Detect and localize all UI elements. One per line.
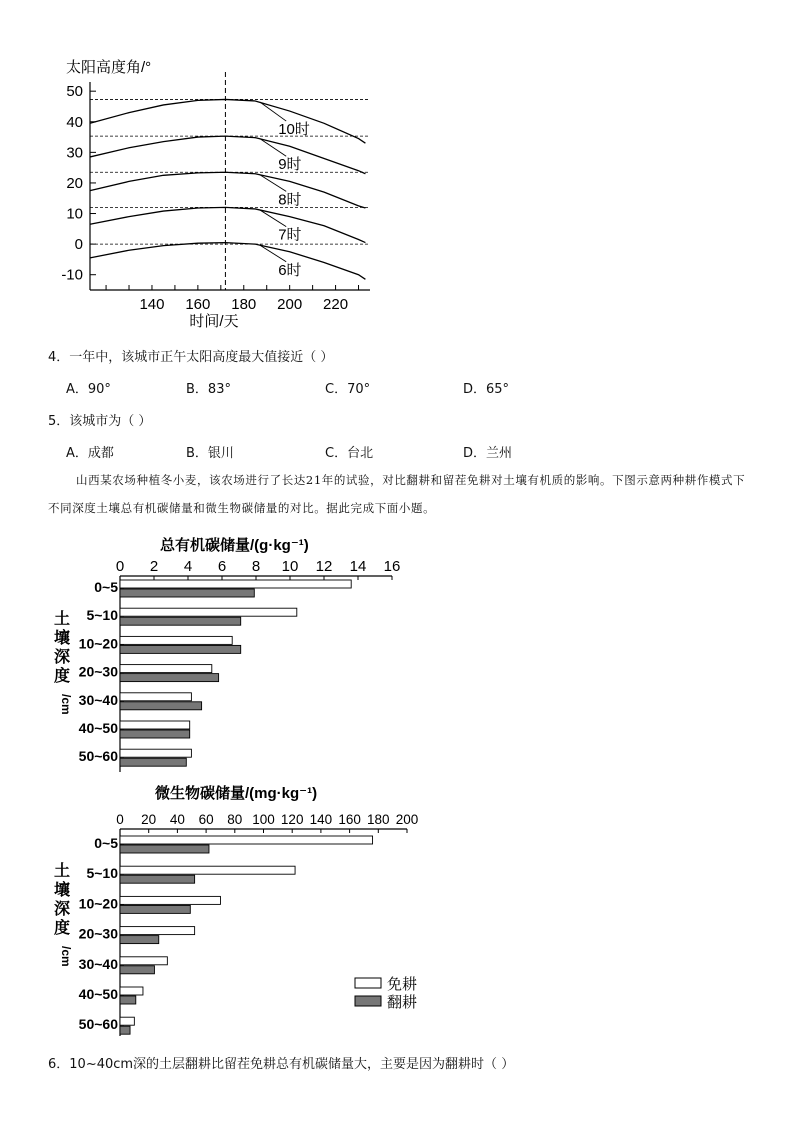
y-tick-label: 40 <box>66 113 83 131</box>
bar-tillage <box>120 875 195 883</box>
microbial-carbon-chart <box>40 776 440 1038</box>
legend-swatch-no-till <box>355 978 381 988</box>
total-organic-carbon-chart <box>40 528 420 774</box>
bar-tillage <box>120 996 136 1004</box>
q5-option-b: B．银川 <box>186 446 234 461</box>
category-label: 30~40 <box>78 955 118 972</box>
y-axis-title-char: 土 <box>53 611 71 628</box>
series-line-4 <box>90 243 365 280</box>
x-tick-label: 160 <box>185 296 211 313</box>
series-label: 9时 <box>278 156 302 174</box>
series-leader-line <box>260 102 286 121</box>
legend-swatch-tillage <box>355 996 381 1006</box>
category-label: 30~40 <box>78 691 118 708</box>
question-6: 6．10~40cm深的土层翻耕比留茬免耕总有机碳储量大，主要是因为翻耕时（ ） <box>48 1057 515 1072</box>
x-tick-label: 220 <box>323 296 349 313</box>
x-tick-label: 4 <box>183 558 193 575</box>
bar-no-till <box>120 866 295 874</box>
y-axis-title-char: 深 <box>53 649 71 666</box>
x-tick-label: 60 <box>198 812 214 827</box>
y-axis-title-unit: /cm <box>59 946 73 967</box>
category-label: 20~30 <box>78 663 118 680</box>
bar-no-till <box>120 1017 134 1025</box>
bar-tillage <box>120 702 202 710</box>
x-tick-label: 180 <box>367 812 390 827</box>
series-line-3 <box>90 207 365 242</box>
bar-tillage <box>120 730 190 738</box>
x-tick-label: 20 <box>141 812 157 827</box>
legend-label-no-till: 免耕 <box>387 976 418 993</box>
bar-no-till <box>120 693 191 701</box>
x-axis-title: 时间/天 <box>189 313 239 330</box>
y-axis-title-char: 壤 <box>53 882 71 899</box>
y-axis-title-unit: /cm <box>59 694 73 715</box>
category-label: 40~50 <box>78 986 118 1002</box>
y-axis-title-char: 壤 <box>53 630 71 647</box>
bar-no-till <box>120 665 212 673</box>
category-label: 5~10 <box>86 865 118 882</box>
x-tick-label: 40 <box>169 812 185 827</box>
reading-passage: 山西某农场种植冬小麦，该农场进行了长达21年的试验，对比翻耕和留茬免耕对土壤有机质的影响。下图示意两种耕作模式下不同深度土壤总有机碳储量和微生物碳储量的对比。据此完成下面小题。 <box>48 473 746 515</box>
x-tick-label: 120 <box>280 812 304 827</box>
bar-no-till <box>120 721 190 729</box>
q5-option-c: C．台北 <box>325 446 374 461</box>
series-line-1 <box>90 136 365 174</box>
bar-no-till <box>120 608 297 616</box>
bar-tillage <box>120 936 159 944</box>
x-tick-label: 16 <box>383 558 401 575</box>
y-axis-title-char: 度 <box>53 668 71 685</box>
bar-no-till <box>120 580 351 588</box>
y-axis-title-char: 土 <box>53 863 71 880</box>
x-tick-label: 2 <box>149 558 159 575</box>
x-tick-label: 200 <box>277 296 303 313</box>
category-label: 0~5 <box>94 579 118 595</box>
solar-altitude-chart <box>40 50 400 335</box>
chart-title: 总有机碳储量/(g·kg⁻¹) <box>160 537 309 554</box>
bar-tillage <box>120 845 209 853</box>
q5-option-d: D．兰州 <box>463 446 513 461</box>
bar-no-till <box>120 927 195 935</box>
series-label: 8时 <box>278 191 302 209</box>
bar-tillage <box>120 674 219 682</box>
series-leader-line <box>260 139 286 157</box>
bar-no-till <box>120 896 220 904</box>
x-tick-label: 80 <box>227 812 243 827</box>
series-line-2 <box>90 172 365 208</box>
category-label: 10~20 <box>78 635 118 652</box>
category-label: 50~60 <box>78 748 118 765</box>
y-tick-label: -10 <box>61 266 83 284</box>
x-tick-label: 14 <box>349 558 367 575</box>
q5-option-a: A．成都 <box>66 446 114 461</box>
series-label: 7时 <box>278 226 302 244</box>
bar-tillage <box>120 645 241 653</box>
bar-no-till <box>120 987 143 995</box>
chart-title: 微生物碳储量/(mg·kg⁻¹) <box>155 785 318 802</box>
x-tick-label: 200 <box>395 812 419 827</box>
series-label: 10时 <box>278 121 310 139</box>
bar-tillage <box>120 905 190 913</box>
category-label: 0~5 <box>94 835 118 851</box>
x-tick-label: 0 <box>116 812 124 827</box>
bar-tillage <box>120 1026 130 1034</box>
category-label: 40~50 <box>78 720 118 736</box>
bar-no-till <box>120 749 191 757</box>
x-tick-label: 8 <box>251 558 261 575</box>
bar-no-till <box>120 836 373 844</box>
y-tick-label: 30 <box>66 144 83 162</box>
q4-option-c: C．70° <box>325 382 371 397</box>
x-tick-label: 12 <box>315 558 333 575</box>
category-label: 5~10 <box>86 607 118 624</box>
x-tick-label: 100 <box>252 812 275 827</box>
y-axis-title-char: 度 <box>53 920 71 937</box>
q4-option-a: A．90° <box>66 382 111 397</box>
x-tick-label: 140 <box>139 296 165 313</box>
bar-no-till <box>120 957 167 965</box>
y-axis-title-char: 深 <box>53 901 71 918</box>
x-tick-label: 10 <box>281 558 299 575</box>
series-label: 6时 <box>278 261 302 279</box>
category-label: 50~60 <box>78 1016 118 1033</box>
category-label: 10~20 <box>78 895 118 912</box>
x-tick-label: 6 <box>217 558 227 575</box>
bar-tillage <box>120 589 254 597</box>
legend-label-tillage: 翻耕 <box>387 994 418 1011</box>
category-label: 20~30 <box>78 925 118 942</box>
y-axis-title: 太阳高度角/° <box>66 59 152 76</box>
bar-tillage <box>120 758 186 766</box>
y-tick-label: 10 <box>66 205 83 223</box>
x-tick-label: 160 <box>338 812 361 827</box>
question-5: 5．该城市为（ ） <box>48 414 152 429</box>
x-tick-label: 180 <box>231 296 257 313</box>
q4-option-d: D．65° <box>463 382 510 397</box>
bar-tillage <box>120 617 241 625</box>
bar-tillage <box>120 966 154 974</box>
y-tick-label: 0 <box>74 236 83 254</box>
bar-no-till <box>120 636 232 644</box>
x-tick-label: 0 <box>115 558 125 575</box>
y-tick-label: 20 <box>66 174 83 192</box>
x-tick-label: 140 <box>309 812 333 827</box>
question-4: 4．一年中，该城市正午太阳高度最大值接近（ ） <box>48 350 334 365</box>
q4-option-b: B．83° <box>186 382 231 397</box>
y-tick-label: 50 <box>66 83 83 101</box>
